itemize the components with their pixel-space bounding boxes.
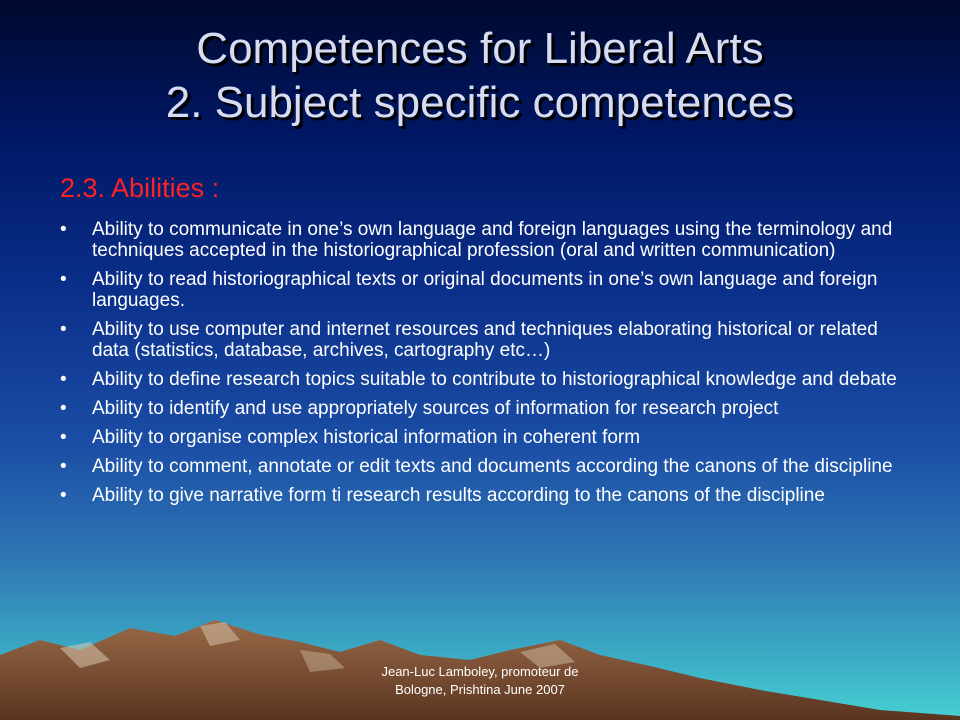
bullet-dot-icon: • <box>60 427 67 448</box>
bullet-text: Ability to define research topics suitable to contribute to historiographical knowledge and debate <box>92 369 897 390</box>
bullet-dot-icon: • <box>60 485 67 506</box>
footer-line-2: Bologne, Prishtina June 2007 <box>395 682 565 697</box>
bullet-dot-icon: • <box>60 398 67 419</box>
bullet-item <box>60 427 910 448</box>
bullet-dot-icon: • <box>60 219 67 240</box>
bullet-item <box>60 369 910 390</box>
bullet-text: Ability to communicate in one’s own language and foreign languages using the terminology and techniques accepted in the historiographical profession (oral and written communication) <box>92 219 893 261</box>
bullet-item <box>60 456 910 477</box>
bullet-text: Ability to use computer and internet resources and techniques elaborating historical or related data (statistics, database, archives, cartography etc…) <box>92 319 878 361</box>
bullet-text: Ability to read historiographical texts or original documents in one’s own language and foreign languages. <box>92 269 878 311</box>
bullet-text: Ability to give narrative form ti research results according to the canons of the discipline <box>92 485 825 506</box>
footer-line-1: Jean-Luc Lamboley, promoteur de <box>381 664 579 679</box>
slide-title <box>0 22 960 130</box>
bullet-item <box>60 319 910 361</box>
bullet-item <box>60 219 910 261</box>
bullet-text: Ability to identify and use appropriately sources of information for research project <box>92 398 779 419</box>
title-line-1: Competences for Liberal Arts <box>196 24 764 73</box>
bullet-list <box>60 219 910 514</box>
bullet-text: Ability to organise complex historical information in coherent form <box>92 427 641 448</box>
section-subheading: 2.3. Abilities : <box>60 173 220 203</box>
bullet-dot-icon: • <box>60 269 67 290</box>
title-line-2: 2. Subject specific competences <box>165 78 795 127</box>
bullet-text: Ability to comment, annotate or edit texts and documents according the canons of the discipline <box>92 456 893 477</box>
bullet-item <box>60 398 910 419</box>
bullet-dot-icon: • <box>60 319 67 340</box>
bullet-dot-icon: • <box>60 369 67 390</box>
bullet-item <box>60 269 910 311</box>
bullet-dot-icon: • <box>60 456 67 477</box>
slide-footer <box>332 663 628 699</box>
bullet-item <box>60 485 910 506</box>
